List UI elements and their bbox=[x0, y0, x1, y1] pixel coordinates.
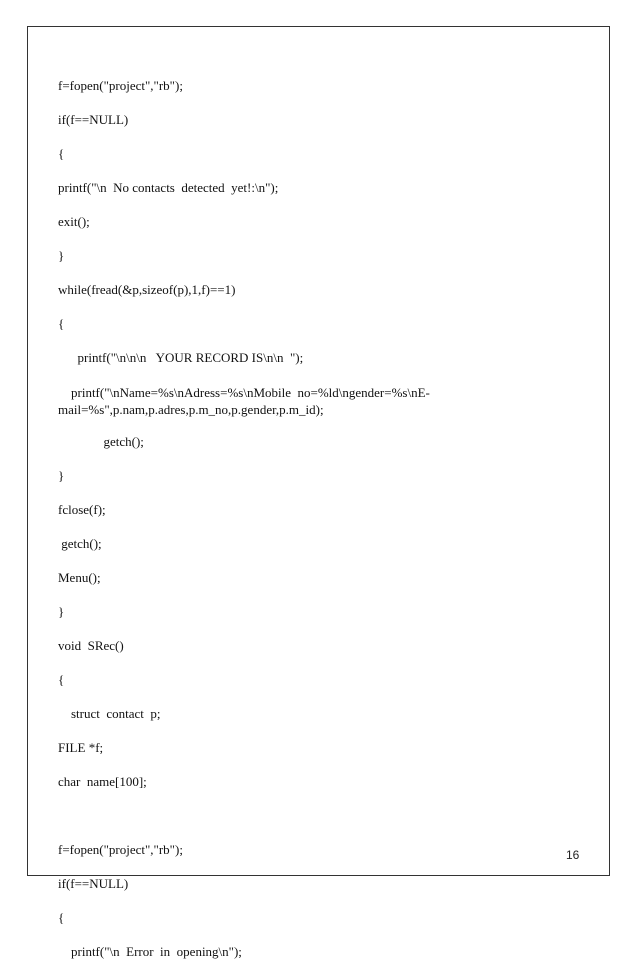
code-line: struct contact p; bbox=[58, 706, 161, 721]
code-line: { bbox=[58, 146, 65, 161]
code-line: char name[100]; bbox=[58, 774, 147, 789]
code-line: printf("\n Error in opening\n"); bbox=[58, 944, 242, 959]
code-line: FILE *f; bbox=[58, 740, 104, 755]
code-line: while(fread(&p,sizeof(p),1,f)==1) bbox=[58, 282, 236, 297]
code-line: printf("\n\n\n YOUR RECORD IS\n\n "); bbox=[58, 350, 304, 365]
code-line: { bbox=[58, 316, 65, 331]
page-number: 16 bbox=[566, 848, 580, 862]
blank-line bbox=[58, 808, 588, 823]
code-line: } bbox=[58, 468, 65, 483]
code-listing bbox=[58, 78, 588, 978]
code-line: f=fopen("project","rb"); bbox=[58, 78, 183, 93]
code-line: void SRec() bbox=[58, 638, 124, 653]
code-line: { bbox=[58, 910, 65, 925]
code-line: if(f==NULL) bbox=[58, 876, 129, 891]
code-line: fclose(f); bbox=[58, 502, 106, 517]
code-line: exit(); bbox=[58, 214, 90, 229]
code-line: getch(); bbox=[58, 434, 144, 449]
code-line: if(f==NULL) bbox=[58, 112, 129, 127]
code-line: f=fopen("project","rb"); bbox=[58, 842, 183, 857]
code-line: getch(); bbox=[58, 536, 102, 551]
code-line-wrapped: printf("\nName=%s\nAdress=%s\nMobile no=%ld\ngender=%s\nE-mail=%s",p.nam,p.adres,p.m_no,p.gender,p.m_id); bbox=[58, 385, 430, 417]
code-line: } bbox=[58, 604, 65, 619]
code-line: { bbox=[58, 672, 65, 687]
code-line: } bbox=[58, 248, 65, 263]
code-line: printf("\n No contacts detected yet!:\n"); bbox=[58, 180, 279, 195]
code-line: Menu(); bbox=[58, 570, 101, 585]
